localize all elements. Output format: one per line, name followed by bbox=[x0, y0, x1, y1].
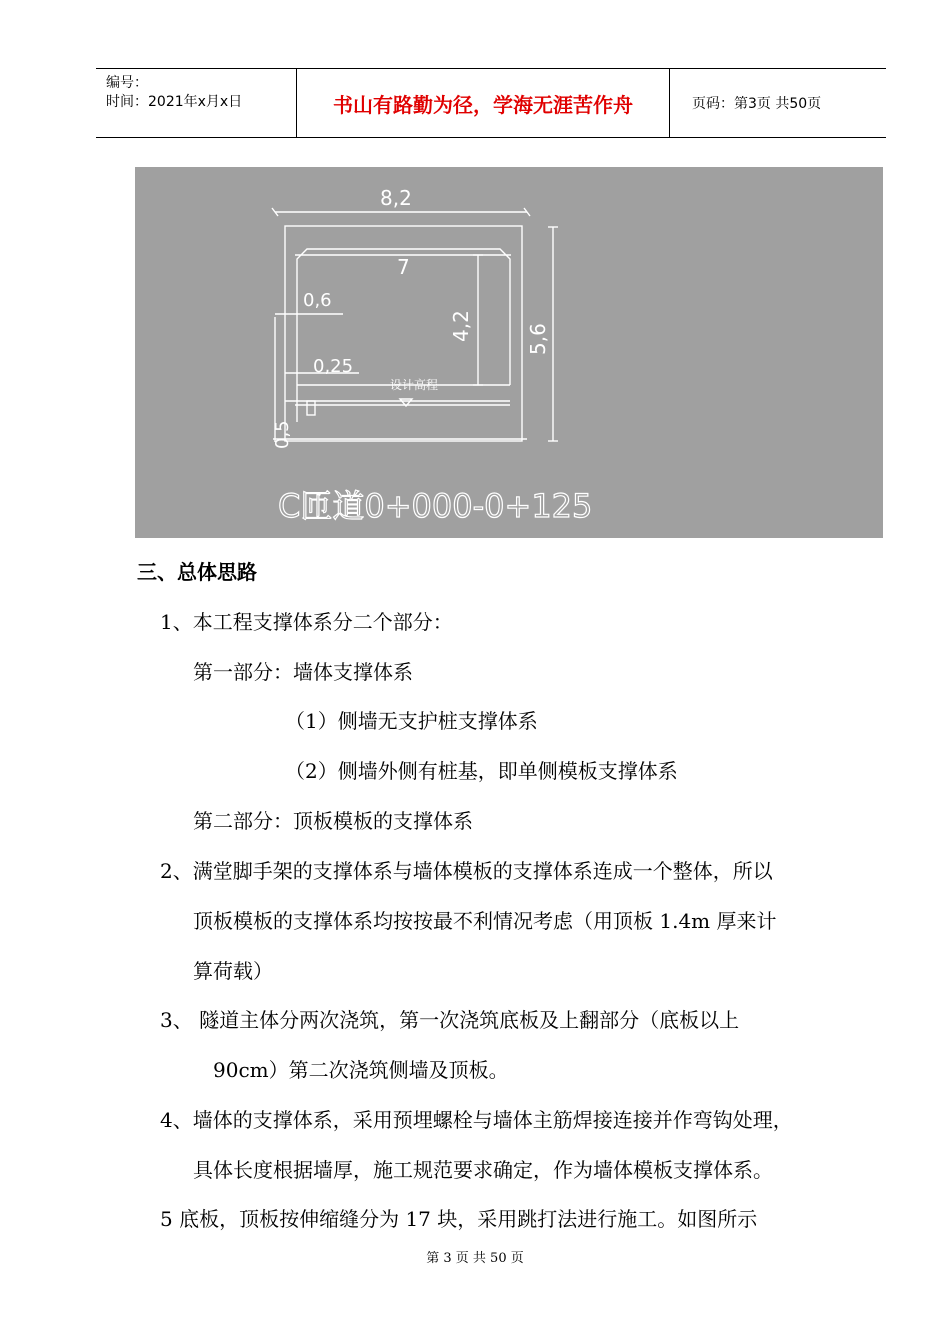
dim-025-label: 0,25 bbox=[313, 356, 354, 377]
dim-05-label: 0,5 bbox=[272, 420, 293, 449]
item-2-line-1: 2、满堂脚手架的支撑体系与墙体模板的支撑体系连成一个整体，所以 bbox=[160, 859, 773, 883]
item-1: 1、本工程支撑体系分二个部分： bbox=[160, 610, 453, 634]
page-label-text: 页码：第3页 共50页 bbox=[692, 96, 822, 112]
header-meta-cell bbox=[96, 69, 297, 137]
part-1-b: （2）侧墙外侧有桩基，即单侧模板支撑体系 bbox=[285, 759, 678, 783]
item-2-line-3: 算荷载） bbox=[193, 959, 273, 983]
page-footer: 第 3 页 共 50 页 bbox=[426, 1251, 524, 1266]
item-3-line-1: 3、 隧道主体分两次浇筑，第一次浇筑底板及上翻部分（底板以上 bbox=[160, 1008, 740, 1032]
dim-06-label: 0,6 bbox=[303, 290, 332, 311]
page-header bbox=[96, 68, 886, 138]
header-page-label bbox=[680, 69, 886, 137]
width-label: 8,2 bbox=[380, 186, 412, 210]
cross-section-figure bbox=[135, 167, 883, 538]
section-title: 三、总体思路 bbox=[137, 560, 257, 584]
item-2-line-2: 顶板模板的支撑体系均按按最不利情况考虑（用顶板 1.4m 厚来计 bbox=[193, 909, 777, 933]
figure-caption: C匝道0+000-0+125 bbox=[278, 487, 593, 525]
inner-height-label: 4,2 bbox=[449, 310, 473, 342]
height-label: 5,6 bbox=[526, 323, 550, 355]
header-motto: 书山有路勤为径，学海无涯苦作舟 bbox=[297, 69, 670, 137]
item-4-line-2: 具体长度根据墙厚，施工规范要求确定，作为墙体模板支撑体系。 bbox=[193, 1158, 773, 1182]
part-1-a: （1）侧墙无支护桩支撑体系 bbox=[285, 709, 538, 733]
item-5: 5 底板，顶板按伸缩缝分为 17 块，采用跳打法进行施工。如图所示 bbox=[160, 1207, 758, 1231]
part-1: 第一部分：墙体支撑体系 bbox=[193, 660, 413, 684]
cross-section-drawing bbox=[135, 167, 883, 538]
item-3-line-2: 90cm）第二次浇筑侧墙及顶板。 bbox=[213, 1058, 509, 1082]
number-label: 编号： bbox=[106, 75, 148, 91]
part-2: 第二部分：顶板模板的支撑体系 bbox=[193, 809, 473, 833]
design-elevation-label: 设计高程 bbox=[390, 378, 439, 392]
inner-width-label: 7 bbox=[397, 255, 410, 279]
time-label: 时间：2021年x月x日 bbox=[106, 94, 243, 110]
item-4-line-1: 4、墙体的支撑体系，采用预埋螺栓与墙体主筋焊接连接并作弯钩处理， bbox=[160, 1108, 793, 1132]
